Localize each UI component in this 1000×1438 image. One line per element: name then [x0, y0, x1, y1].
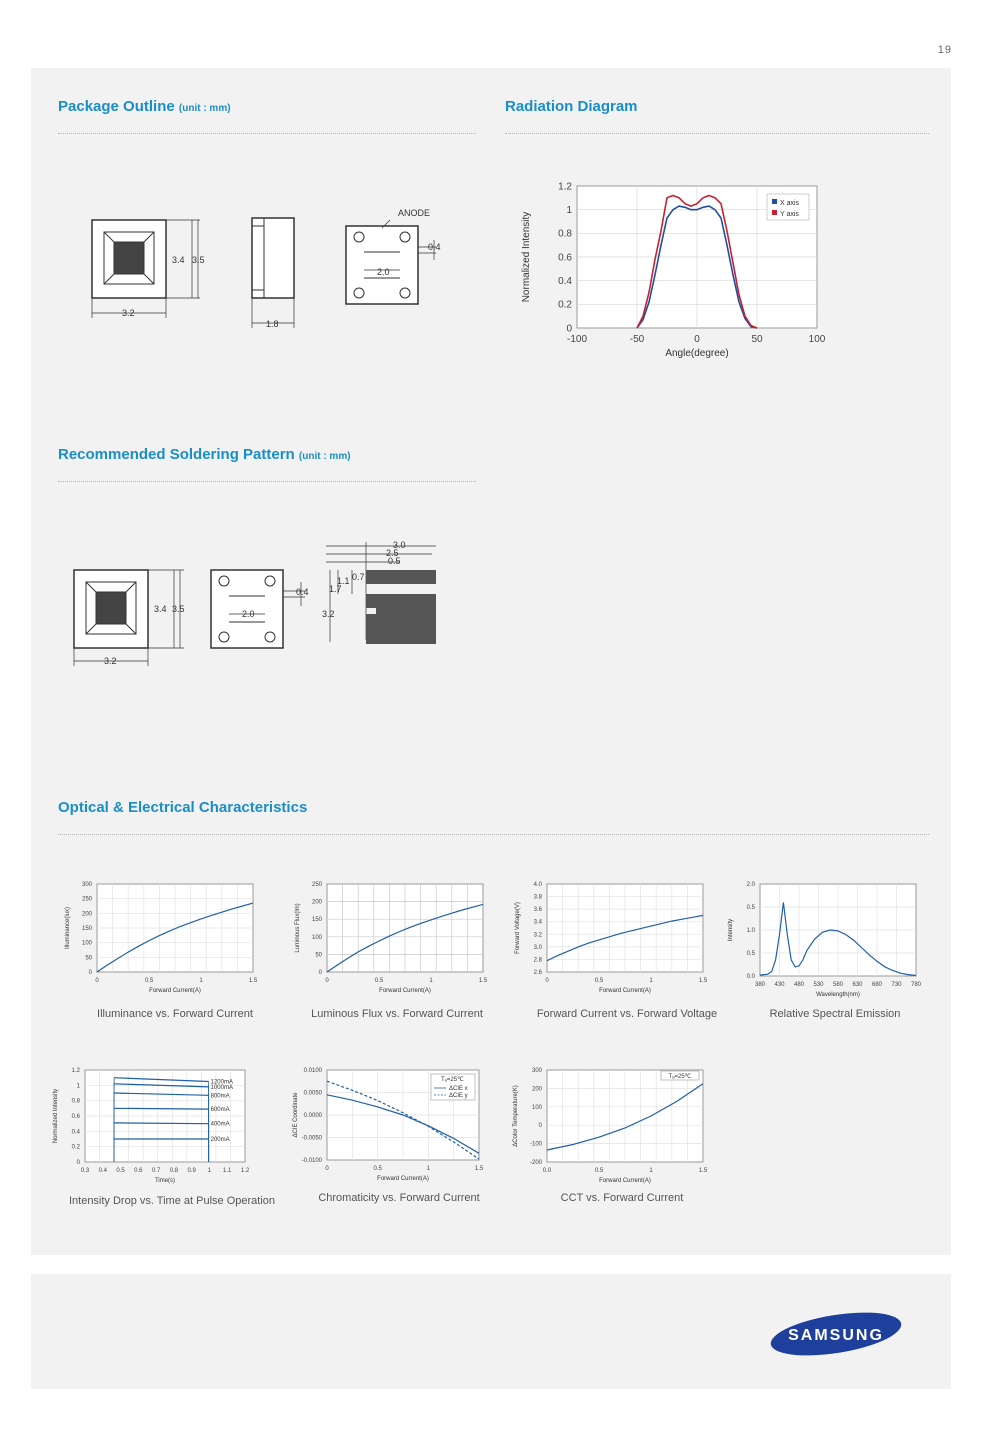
y-tick-label: 0.2 — [558, 299, 572, 311]
x-axis-label: Forward Current(A) — [379, 988, 431, 994]
y-tick-label: 0.8 — [558, 228, 572, 240]
caption-pulse: Intensity Drop vs. Time at Pulse Operation — [68, 1195, 276, 1207]
x-tick-label: 1.5 — [474, 1166, 484, 1172]
y-axis-label: Forward Voltage(V) — [515, 902, 521, 954]
legend-swatch — [772, 199, 777, 204]
led-chip — [114, 242, 144, 274]
dim-height-1: 3.4 — [172, 255, 185, 265]
series-line — [114, 1108, 209, 1109]
x-tick-label: 0.0 — [542, 1168, 552, 1174]
caption-spectrum: Relative Spectral Emission — [769, 1008, 901, 1020]
y-tick-label: 2.8 — [533, 957, 542, 964]
dim-c: 0.5 — [388, 556, 401, 566]
dim-g: 3.2 — [322, 609, 335, 619]
y-tick-label: -0.0050 — [301, 1135, 322, 1142]
y-tick-label: -200 — [529, 1160, 542, 1166]
x-tick-label: 430 — [774, 982, 785, 988]
y-tick-label: 0.0050 — [303, 1090, 322, 1097]
y-tick-label: 3.2 — [533, 932, 542, 939]
samsung-logo-text: SAMSUNG — [788, 1327, 884, 1344]
y-tick-label: 4.0 — [533, 882, 542, 888]
page-number: 19 — [937, 44, 952, 56]
y-tick-label: 2.6 — [533, 970, 542, 976]
temp-annotation: Tₐ=25℃ — [668, 1074, 692, 1080]
x-tick-label: 530 — [813, 982, 824, 988]
y-tick-label: 3.4 — [533, 919, 542, 926]
y-tick-label: 3.6 — [533, 907, 542, 914]
divider — [58, 133, 476, 134]
y-tick-label: 0.4 — [71, 1129, 80, 1136]
x-tick-label: 1.5 — [698, 1168, 708, 1174]
y-tick-label: 1.2 — [558, 181, 572, 193]
caption-illuminance: Illuminance vs. Forward Current — [97, 1008, 253, 1020]
y-tick-label: 1.0 — [746, 928, 755, 934]
voltage-chart — [505, 874, 720, 1004]
dim-width: 3.2 — [104, 656, 117, 666]
y-tick-label: 3.0 — [533, 944, 542, 951]
y-tick-label: 1 — [566, 205, 572, 216]
package-outline-unit: (unit : mm) — [178, 103, 231, 114]
x-tick-label: 1.5 — [698, 978, 708, 984]
x-tick-label: 0 — [325, 978, 329, 984]
y-tick-label: 100 — [81, 940, 92, 947]
y-tick-label: 1.2 — [71, 1068, 80, 1074]
y-tick-label: 0.6 — [71, 1114, 80, 1120]
pulse-current-label: 600mA — [210, 1107, 230, 1114]
y-tick-label: 0.5 — [746, 951, 755, 957]
anode-label: ANODE — [398, 208, 431, 218]
x-tick-label: 1 — [429, 978, 433, 984]
y-tick-label: 200 — [81, 911, 92, 918]
dim-pad-width: 2.0 — [242, 609, 255, 619]
x-tick-label: 100 — [808, 334, 826, 345]
legend-label: ΔCIE x — [449, 1086, 468, 1092]
x-tick-label: 0.5 — [374, 978, 384, 984]
x-tick-label: 0.5 — [116, 1168, 125, 1174]
y-tick-label: 50 — [85, 955, 92, 962]
chromaticity-chart — [285, 1060, 500, 1190]
y-axis-label: Intensity — [728, 918, 734, 942]
soldering-title-text: Recommended Soldering Pattern — [58, 446, 295, 463]
y-tick-label: 0.0100 — [303, 1068, 322, 1074]
solder-pads — [366, 570, 436, 644]
x-tick-label: 1 — [649, 978, 653, 984]
divider — [58, 481, 476, 482]
caption-chromaticity: Chromaticity vs. Forward Current — [318, 1192, 480, 1204]
y-tick-label: -0.0100 — [301, 1158, 322, 1164]
x-axis-label: Forward Current(A) — [377, 1176, 429, 1182]
x-axis-label: Forward Current(A) — [599, 1178, 651, 1184]
y-axis-label: Normalized Intensity — [53, 1088, 59, 1144]
x-tick-label: 0.8 — [169, 1168, 179, 1174]
x-axis-label: Wavelength(nm) — [816, 992, 860, 998]
flux-chart — [285, 874, 500, 1004]
x-tick-label: 0 — [95, 978, 99, 984]
y-tick-label: 0.0 — [746, 974, 755, 980]
caption-voltage: Forward Current vs. Forward Voltage — [536, 1008, 718, 1020]
x-tick-label: 0.7 — [151, 1168, 161, 1174]
y-tick-label: 200 — [311, 899, 322, 906]
y-tick-label: 2.0 — [746, 882, 755, 888]
series-line — [114, 1123, 209, 1124]
legend-label: ΔCIE y — [449, 1093, 468, 1099]
y-tick-label: 300 — [81, 882, 92, 888]
temp-annotation: Tₐ=25℃ — [441, 1077, 464, 1083]
y-tick-label: 50 — [315, 952, 322, 959]
x-tick-label: 0 — [545, 978, 549, 984]
x-tick-label: 1 — [649, 1168, 653, 1174]
x-axis-label: Time(s) — [154, 1178, 176, 1184]
x-tick-label: 730 — [891, 982, 902, 988]
x-tick-label: 480 — [793, 982, 805, 988]
y-tick-label: 250 — [81, 896, 92, 903]
y-axis-label: Normalized Intensity — [521, 211, 532, 303]
x-tick-label: 50 — [751, 334, 763, 345]
divider — [58, 834, 929, 835]
x-tick-label: 0.5 — [594, 978, 604, 984]
pulse-current-label: 400mA — [210, 1121, 230, 1128]
cct-chart — [505, 1060, 720, 1190]
x-tick-label: -50 — [629, 334, 645, 345]
x-tick-label: 1.2 — [240, 1168, 250, 1174]
x-axis-label: Forward Current(A) — [149, 988, 201, 994]
x-tick-label: 0.4 — [98, 1168, 107, 1174]
solder-pad-bottom — [366, 594, 436, 644]
package-outline-drawing — [80, 200, 480, 340]
x-tick-label: 1 — [199, 978, 203, 984]
x-tick-label: 0.6 — [134, 1168, 143, 1174]
y-tick-label: 0.0000 — [303, 1113, 322, 1119]
y-axis-label: ΔCIE Coordinate — [293, 1092, 299, 1138]
dim-pad-gap: 0.4 — [296, 587, 309, 597]
x-axis-label: Angle(degree) — [665, 348, 729, 359]
dim-height-2: 3.5 — [172, 604, 185, 614]
x-tick-label: 580 — [832, 982, 844, 988]
solder-pad-top — [366, 570, 436, 584]
x-tick-label: 0 — [694, 334, 700, 345]
divider — [505, 133, 929, 134]
x-tick-label: -100 — [566, 334, 588, 345]
y-axis-label: ΔColor Temperature(K) — [513, 1085, 519, 1147]
dim-side: 1.8 — [266, 319, 279, 329]
package-outline-title-text: Package Outline — [58, 98, 175, 115]
y-axis-label: Illuminance(lux) — [65, 906, 71, 950]
led-bottom-view — [346, 226, 418, 304]
x-tick-label: 1.5 — [248, 978, 258, 984]
y-tick-label: 300 — [531, 1068, 542, 1074]
spectrum-chart — [720, 874, 935, 1004]
pulse-chart — [45, 1060, 260, 1190]
soldering-title — [58, 446, 351, 463]
dim-pad-gap: 0.4 — [428, 242, 441, 252]
soldering-pattern-drawing — [60, 530, 460, 680]
optical-title: Optical & Electrical Characteristics — [58, 799, 308, 816]
y-tick-label: 150 — [311, 917, 322, 924]
pulse-current-label: 1200mA — [210, 1079, 233, 1086]
y-tick-label: 0 — [318, 970, 322, 976]
dim-b: 2.5 — [386, 548, 399, 558]
legend-label: X axis — [780, 200, 800, 207]
x-axis-label: Forward Current(A) — [599, 988, 651, 994]
x-tick-label: 0.5 — [144, 978, 154, 984]
led-side-view — [252, 218, 294, 298]
x-tick-label: 1 — [207, 1168, 212, 1174]
dim-d: 1.1 — [337, 576, 350, 586]
samsung-logo — [768, 1310, 904, 1358]
dim-a: 3.0 — [393, 540, 406, 550]
y-tick-label: -100 — [529, 1141, 542, 1148]
illuminance-chart — [55, 874, 270, 1004]
y-tick-label: 250 — [311, 882, 322, 888]
pulse-current-label: 200mA — [210, 1137, 230, 1143]
y-tick-label: 1 — [76, 1083, 80, 1090]
dim-f: 1.7 — [329, 584, 342, 594]
y-tick-label: 0.5 — [746, 905, 755, 911]
dim-height-2: 3.5 — [192, 255, 205, 265]
led-chip — [96, 592, 126, 624]
dim-width: 3.2 — [122, 308, 135, 318]
dim-e: 0.7 — [352, 572, 365, 582]
x-tick-label: 0.3 — [80, 1168, 90, 1174]
dim-pad-width: 2.0 — [377, 267, 390, 277]
radiation-diagram-title: Radiation Diagram — [505, 98, 638, 115]
y-tick-label: 200 — [531, 1086, 542, 1093]
x-tick-label: 0.5 — [594, 1168, 604, 1174]
x-tick-label: 1.5 — [478, 978, 488, 984]
x-tick-label: 1 — [426, 1166, 431, 1172]
y-tick-label: 0 — [566, 323, 572, 335]
y-tick-label: 100 — [531, 1104, 542, 1111]
y-tick-label: 0.2 — [71, 1144, 80, 1151]
soldering-unit: (unit : mm) — [298, 451, 351, 462]
x-tick-label: 380 — [754, 982, 766, 988]
x-tick-label: 680 — [871, 982, 883, 988]
y-tick-label: 150 — [81, 926, 92, 932]
x-tick-label: 0.9 — [187, 1168, 196, 1174]
y-tick-label: 0 — [538, 1123, 542, 1130]
y-tick-label: 0.8 — [71, 1098, 80, 1105]
y-tick-label: 0.4 — [558, 276, 572, 287]
pulse-current-label: 1000mA — [210, 1084, 233, 1091]
x-tick-label: 0 — [325, 1166, 329, 1172]
caption-cct: CCT vs. Forward Current — [560, 1192, 684, 1204]
y-tick-label: 100 — [311, 934, 322, 941]
y-tick-label: 3.8 — [533, 894, 542, 901]
x-tick-label: 0.5 — [373, 1166, 382, 1172]
x-tick-label: 1.1 — [223, 1168, 232, 1174]
legend-swatch — [772, 210, 777, 215]
radiation-chart — [505, 170, 845, 370]
dim-height-1: 3.4 — [154, 604, 167, 614]
y-tick-label: 0 — [76, 1160, 80, 1166]
y-tick-label: 0.6 — [558, 252, 572, 264]
y-tick-label: 0 — [88, 970, 92, 976]
package-outline-title — [58, 98, 231, 115]
y-axis-label: Luminous Flux(lm) — [295, 903, 301, 953]
x-tick-label: 780 — [910, 982, 922, 988]
legend-label: Y axis — [780, 211, 799, 218]
caption-flux: Luminous Flux vs. Forward Current — [311, 1008, 483, 1020]
pulse-current-label: 800mA — [210, 1093, 230, 1100]
x-tick-label: 630 — [852, 982, 863, 988]
